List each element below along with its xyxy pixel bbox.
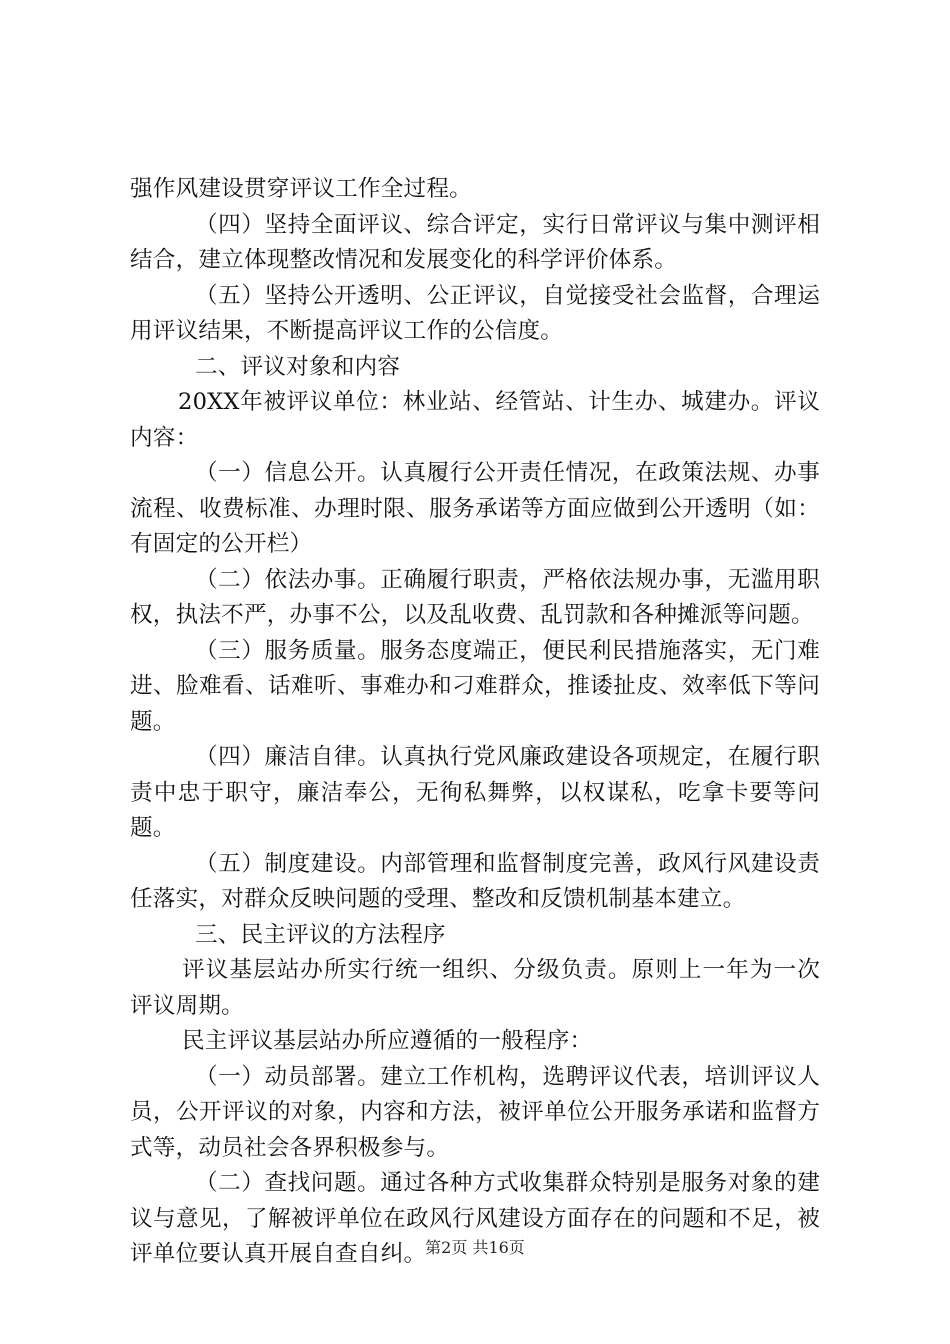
section-heading-3: 三、民主评议的方法程序 xyxy=(195,921,446,948)
paragraph-service-quality: （三）服务质量。服务态度端正，便民利民措施落实，无门难进、脸难看、话难听、事难办和刁难群众，推诿扯皮、效率低下等问题。 xyxy=(130,637,820,735)
paragraph-evaluated-units: 20XX年被评议单位：林业站、经管站、计生办、城建办。评议内容： xyxy=(130,389,820,451)
section-heading-2: 二、评议对象和内容 xyxy=(195,353,401,380)
paragraph-info-disclosure: （一）信息公开。认真履行公开责任情况，在政策法规、办事流程、收费标准、办理时限、服务承诺等方面应做到公开透明（如：有固定的公开栏） xyxy=(130,460,820,557)
paragraph-evaluation-cycle: 评议基层站办所实行统一组织、分级负责。原则上一年为一次评议周期。 xyxy=(130,957,820,1019)
paragraph-mobilization: （一）动员部署。建立工作机构，选聘评议代表，培训评议人员，公开评议的对象，内容和方法，被评单位公开服务承诺和监督方式等，动员社会各界积极参与。 xyxy=(130,1063,820,1161)
page-footer xyxy=(0,1238,950,1258)
paragraph-find-problems: （二）查找问题。通过各种方式收集群众特别是服务对象的建议与意见，了解被评单位在政风行风建设方面存在的问题和不足，被评单位要认真开展自查自纠。 xyxy=(130,1170,820,1267)
paragraph-general-procedure: 民主评议基层站办所应遵循的一般程序： xyxy=(182,1028,593,1054)
paragraph-3: （五）坚持公开透明、公正评议，自觉接受社会监督，合理运用评议结果，不断提高评议工作的公信度。 xyxy=(130,282,820,344)
page-number-label: 第2页 共16页 xyxy=(425,1238,525,1257)
paragraph-system-building: （五）制度建设。内部管理和监督制度完善，政风行风建设责任落实，对群众反映问题的受理、整改和反馈机制基本建立。 xyxy=(130,850,820,912)
document-body xyxy=(130,172,820,1273)
paragraph-lawful-conduct: （二）依法办事。正确履行职责，严格依法规办事，无滥用职权，执法不严，办事不公，以及乱收费、乱罚款和各种摊派等问题。 xyxy=(130,566,820,628)
paragraph-1: 强作风建设贯穿评议工作全过程。 xyxy=(130,176,472,202)
paragraph-integrity: （四）廉洁自律。认真执行党风廉政建设各项规定，在履行职责中忠于职守，廉洁奉公，无徇私舞弊，以权谋私，吃拿卡要等问题。 xyxy=(130,744,820,841)
paragraph-2: （四）坚持全面评议、综合评定，实行日常评议与集中测评相结合，建立体现整改情况和发展变化的科学评价体系。 xyxy=(130,211,820,273)
